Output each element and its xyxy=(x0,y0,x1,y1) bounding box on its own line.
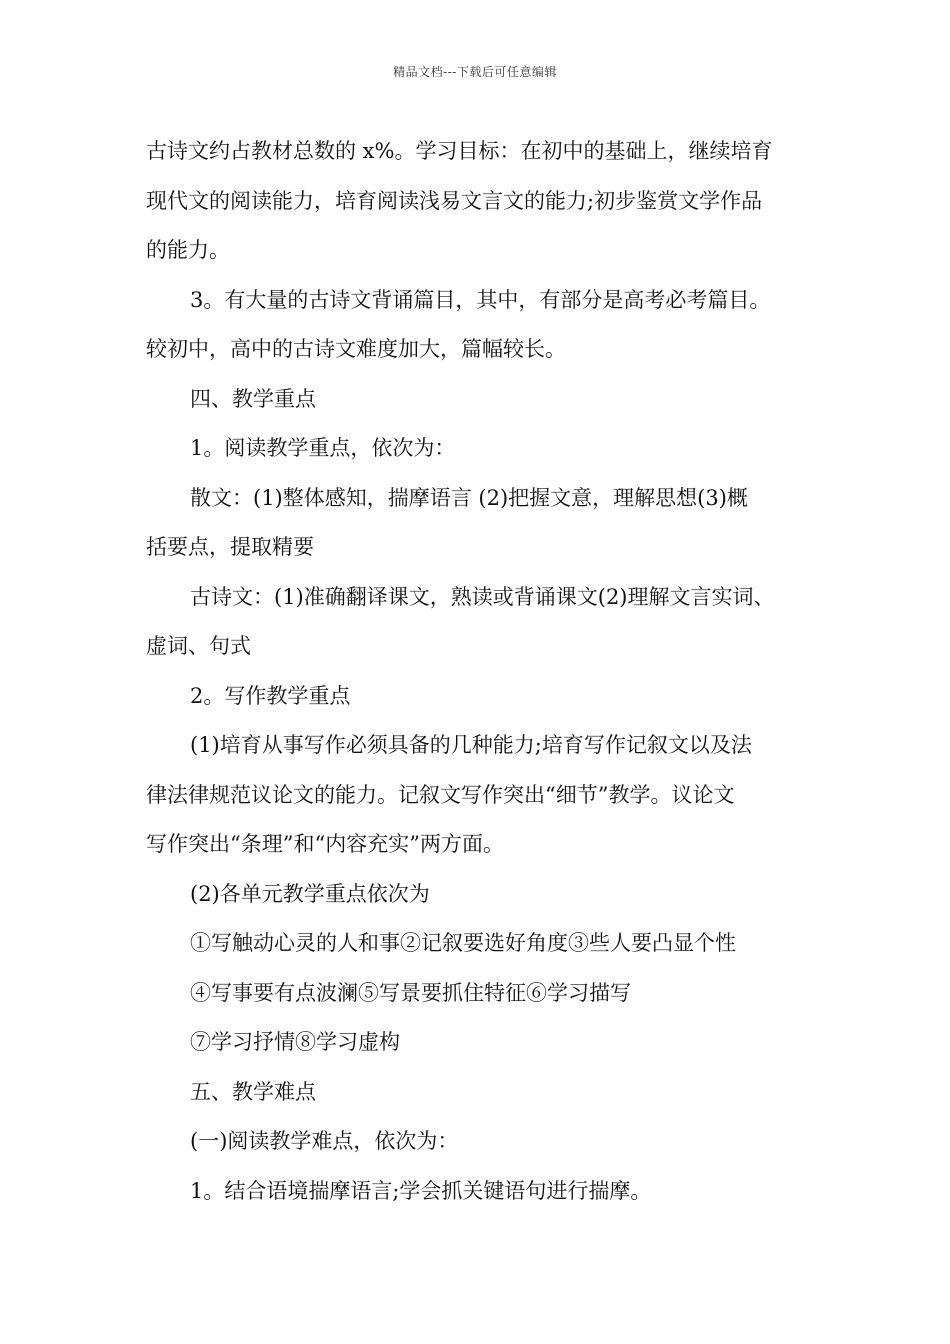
text-line: 3。有大量的古诗文背诵篇目，其中，有部分是高考必考篇目。 xyxy=(190,287,771,312)
section-heading: 五、教学难点 xyxy=(190,1079,316,1104)
text-line: 散文：(1)整体感知，揣摩语言 (2)把握文意，理解思想(3)概 xyxy=(190,485,748,510)
text-line: ①写触动心灵的人和事②记叙要选好角度③些人要凸显个性 xyxy=(190,931,736,955)
section-heading: 四、教学重点 xyxy=(190,386,316,411)
text-line: 1。阅读教学重点，依次为： xyxy=(190,436,456,460)
text-line: 的能力。 xyxy=(146,238,230,262)
document-body xyxy=(146,127,816,1216)
text-line: (2)各单元教学重点依次为 xyxy=(190,881,430,906)
text-line: 古诗文约占教材总数的 x%。学习目标：在初中的基础上，继续培育 xyxy=(146,139,773,163)
text-line: 2。写作教学重点 xyxy=(190,683,351,708)
text-line: (1)培育从事写作必须具备的几种能力;培育写作记叙文以及法 xyxy=(190,733,752,757)
text-line: ④写事要有点波澜⑤写景要抓住特征⑥学习描写 xyxy=(190,980,631,1005)
text-line: 较初中，高中的古诗文难度加大，篇幅较长。 xyxy=(146,337,566,361)
text-line: (一)阅读教学难点，依次为： xyxy=(190,1129,459,1153)
page-header: 精品文档---下载后可任意编辑 xyxy=(393,65,557,79)
text-line: 古诗文：(1)准确翻译课文，熟读或背诵课文(2)理解文言实词、 xyxy=(190,584,775,609)
text-line: ⑦学习抒情⑧学习虚构 xyxy=(190,1030,400,1054)
text-line: 虚词、句式 xyxy=(146,634,251,658)
text-line: 现代文的阅读能力，培育阅读浅易文言文的能力;初步鉴赏文学作品 xyxy=(146,188,763,213)
text-line: 律法律规范议论文的能力。记叙文写作突出“细节”教学。议论文 xyxy=(146,782,735,807)
text-line: 写作突出“条理”和“内容充实”两方面。 xyxy=(146,832,504,856)
text-line: 括要点，提取精要 xyxy=(146,535,314,559)
text-line: 1。结合语境揣摩语言;学会抓关键语句进行揣摩。 xyxy=(190,1178,652,1203)
